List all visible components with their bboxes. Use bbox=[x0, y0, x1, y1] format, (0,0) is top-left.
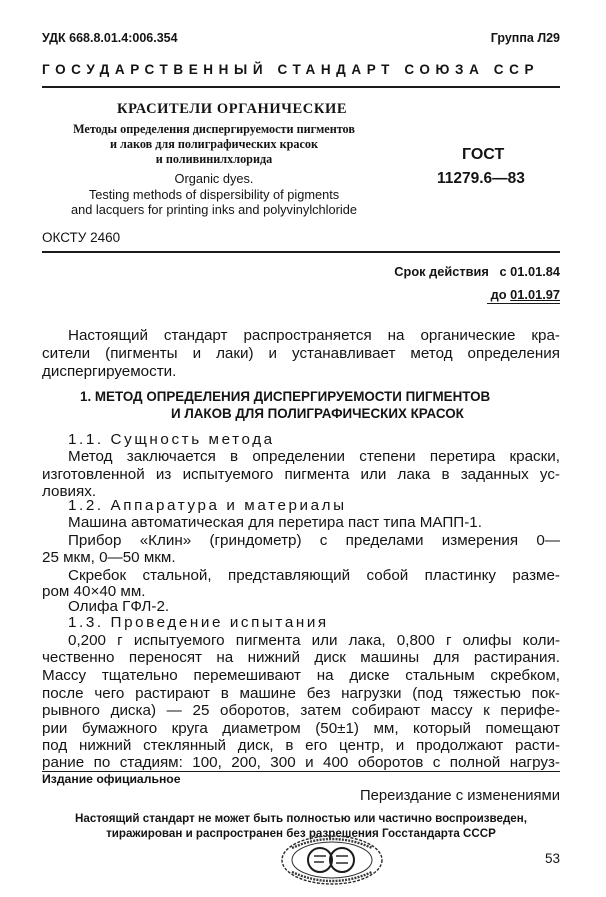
paragraph-line: рывного диска) — 25 оборотов, затем собирают массу к перифе- bbox=[42, 702, 560, 719]
title-rule bbox=[42, 251, 560, 253]
paragraph-line: 0,200 г испытуемого пигмента или лака, 0,800 г олифы коли- bbox=[68, 632, 560, 649]
paragraph-line: Метод заключается в определении степени перетира краски, bbox=[68, 448, 560, 465]
title-en bbox=[58, 171, 370, 218]
paragraph-line: ловиях. bbox=[42, 483, 97, 500]
paragraph-line: Скребок стальной, представляющий собой пластинку разме- bbox=[68, 567, 560, 584]
subsection-heading-1-1: 1.1. Сущность метода bbox=[68, 431, 275, 448]
subtitle-ru-line: и лаков для полиграфических красок bbox=[109, 137, 319, 152]
validity-from-date: с 01.01.84 bbox=[499, 264, 560, 279]
section-heading: 1. МЕТОД ОПРЕДЕЛЕНИЯ ДИСПЕРГИРУЕМОСТИ ПИГМЕНТОВ bbox=[80, 389, 491, 404]
validity-to-date: 01.01.97 bbox=[510, 287, 560, 302]
validity-to bbox=[491, 287, 560, 302]
title-ru: КРАСИТЕЛИ ОРГАНИЧЕСКИЕ bbox=[117, 101, 348, 117]
paragraph-line: после чего растирают в машине без нагрузки (под тяжестью пок- bbox=[42, 685, 560, 702]
section-heading: И ЛАКОВ ДЛЯ ПОЛИГРАФИЧЕСКИХ КРАСОК bbox=[171, 406, 464, 421]
validity-underline bbox=[487, 303, 560, 304]
title-en-line: and lacquers for printing inks and polyvinylchloride bbox=[71, 202, 357, 217]
paragraph-line: Олифа ГФЛ-2. bbox=[68, 598, 170, 615]
udk-code: УДК 668.8.01.4:006.354 bbox=[42, 31, 178, 45]
subsection-heading-1-3: 1.3. Проведение испытания bbox=[68, 614, 329, 631]
intro-line: Настоящий стандарт распространяется на органические кра- bbox=[68, 327, 560, 344]
subtitle-ru-line: и поливинилхлорида bbox=[155, 152, 273, 167]
subtitle-ru bbox=[64, 122, 364, 168]
subtitle-ru-line: Методы определения диспергируемости пигментов bbox=[73, 122, 355, 136]
state-standard-banner: ГОСУДАРСТВЕННЫЙ СТАНДАРТ СОЮЗА ССР bbox=[42, 62, 540, 77]
gost-number: 11279.6—83 bbox=[437, 170, 525, 187]
intro-line: диспергируемости. bbox=[42, 363, 177, 380]
paragraph-line: 25 мкм, 0—50 мкм. bbox=[42, 549, 176, 566]
paragraph-line: чественно переносят на нижний диск машины для растирания. bbox=[42, 649, 560, 666]
validity-to-label: до bbox=[490, 287, 507, 302]
title-en-line: Organic dyes. bbox=[174, 171, 254, 186]
title-en-line: Testing methods of dispersibility of pigments bbox=[88, 186, 340, 202]
subsection-heading-1-2: 1.2. Аппаратура и материалы bbox=[68, 497, 347, 514]
validity-from bbox=[394, 264, 560, 279]
paragraph-line: рии бумажного круга диаметром (50±1) мм, который помещают bbox=[42, 720, 560, 737]
paragraph-line: изготовленной из испытуемого пигмента или лака в заданных ус- bbox=[42, 466, 560, 483]
copyright-notice-line: Настоящий стандарт не может быть полностью или частично воспроизведен, bbox=[75, 812, 527, 825]
group-code: Группа Л29 bbox=[490, 31, 560, 45]
reprint-note: Переиздание с изменениями bbox=[360, 788, 560, 804]
intro-line: сители (пигменты и лаки) и устанавливает метод определения bbox=[42, 345, 560, 362]
gost-label: ГОСТ bbox=[462, 146, 505, 163]
page-number: 53 bbox=[544, 851, 560, 866]
paragraph-line: Машина автоматическая для перетира паст типа МАПП-1. bbox=[68, 514, 482, 531]
paragraph-line: Прибор «Клин» (гриндометр) с пределами измерения 0— bbox=[68, 532, 560, 549]
paragraph-line: рание по стадиям: 100, 200, 300 и 400 оборотов с полной нагруз- bbox=[42, 754, 560, 771]
okstu-code: ОКСТУ 2460 bbox=[42, 230, 121, 245]
official-edition: Издание официальное bbox=[42, 772, 181, 786]
validity-from-label: Срок действия bbox=[394, 264, 489, 279]
paragraph-line: Массу тщательно перемешивают на диске стальным скребком, bbox=[42, 667, 560, 684]
library-stamp bbox=[278, 832, 386, 888]
paragraph-line: под нижний стеклянный диск, в его центр, и продолжают расти- bbox=[42, 737, 560, 754]
paragraph-line: ром 40×40 мм. bbox=[42, 583, 146, 600]
copyright-notice-line: тиражирован и распространен без разрешения Госстандарта СССР bbox=[106, 826, 496, 840]
header-rule bbox=[42, 86, 560, 88]
